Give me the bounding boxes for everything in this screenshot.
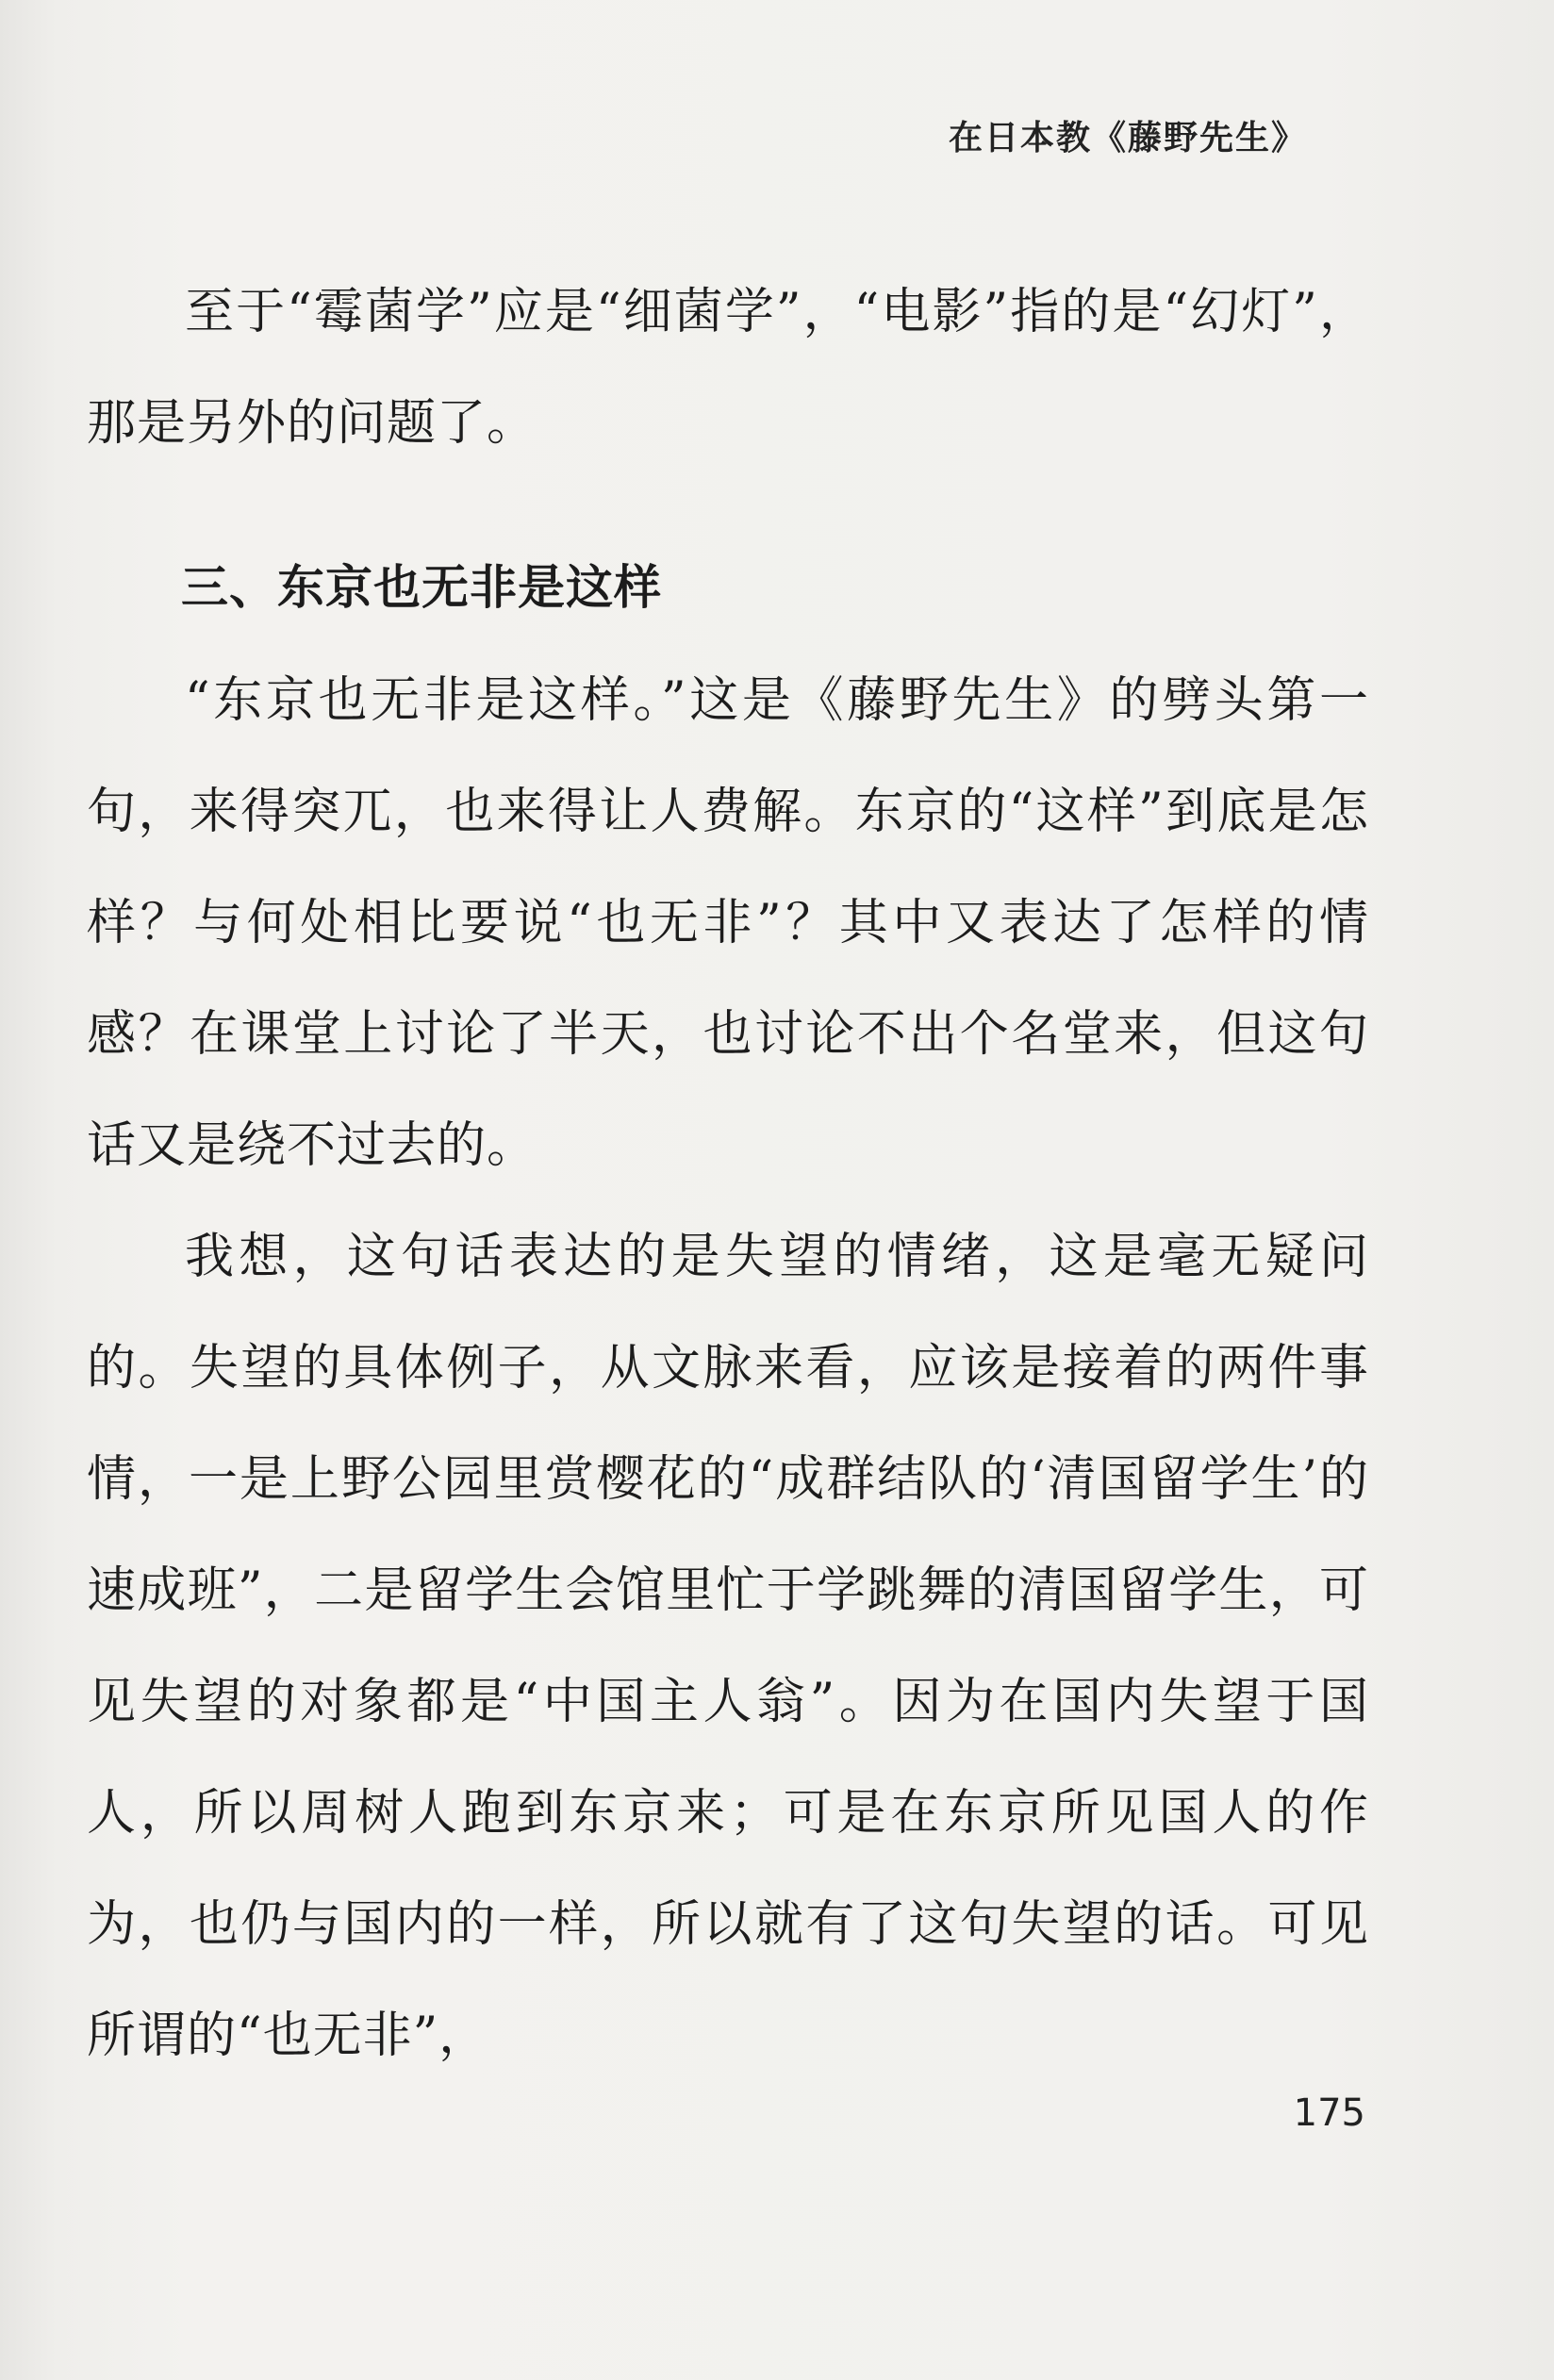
paragraph-3: 我想，这句话表达的是失望的情绪，这是毫无疑问的。失望的具体例子，从文脉来看，应该是接着的两件事情，一是上野公园里赏樱花的“成群结队的‘清国留学生’的速成班”，二是留学生会馆里忙于学跳舞的清国留学生，可见失望的对象都是“中国主人翁”。因为在国内失望于国人，所以周树人跑到东京来；可是在东京所见国人的作为，也仍与国内的一样，所以就有了这句失望的话。可见所谓的“也无非”， [87, 1229, 1369, 2064]
paragraph-2: “东京也无非是这样。”这是《藤野先生》的劈头第一句，来得突兀，也来得让人费解。东京的“这样”到底是怎样？与何处相比要说“也无非”？其中又表达了怎样的情感？在课堂上讨论了半天，也讨论不出个名堂来，但这句话又是绕不过去的。 [87, 672, 1369, 1174]
running-head: 在日本教《藤野先生》 [948, 118, 1307, 157]
page-body [87, 256, 1369, 2091]
section-heading: 三、东京也无非是这样 [181, 560, 662, 615]
page-number: 175 [1293, 2091, 1365, 2135]
paragraph-1: 至于“霉菌学”应是“细菌学”，“电影”指的是“幻灯”，那是另外的问题了。 [87, 284, 1369, 452]
